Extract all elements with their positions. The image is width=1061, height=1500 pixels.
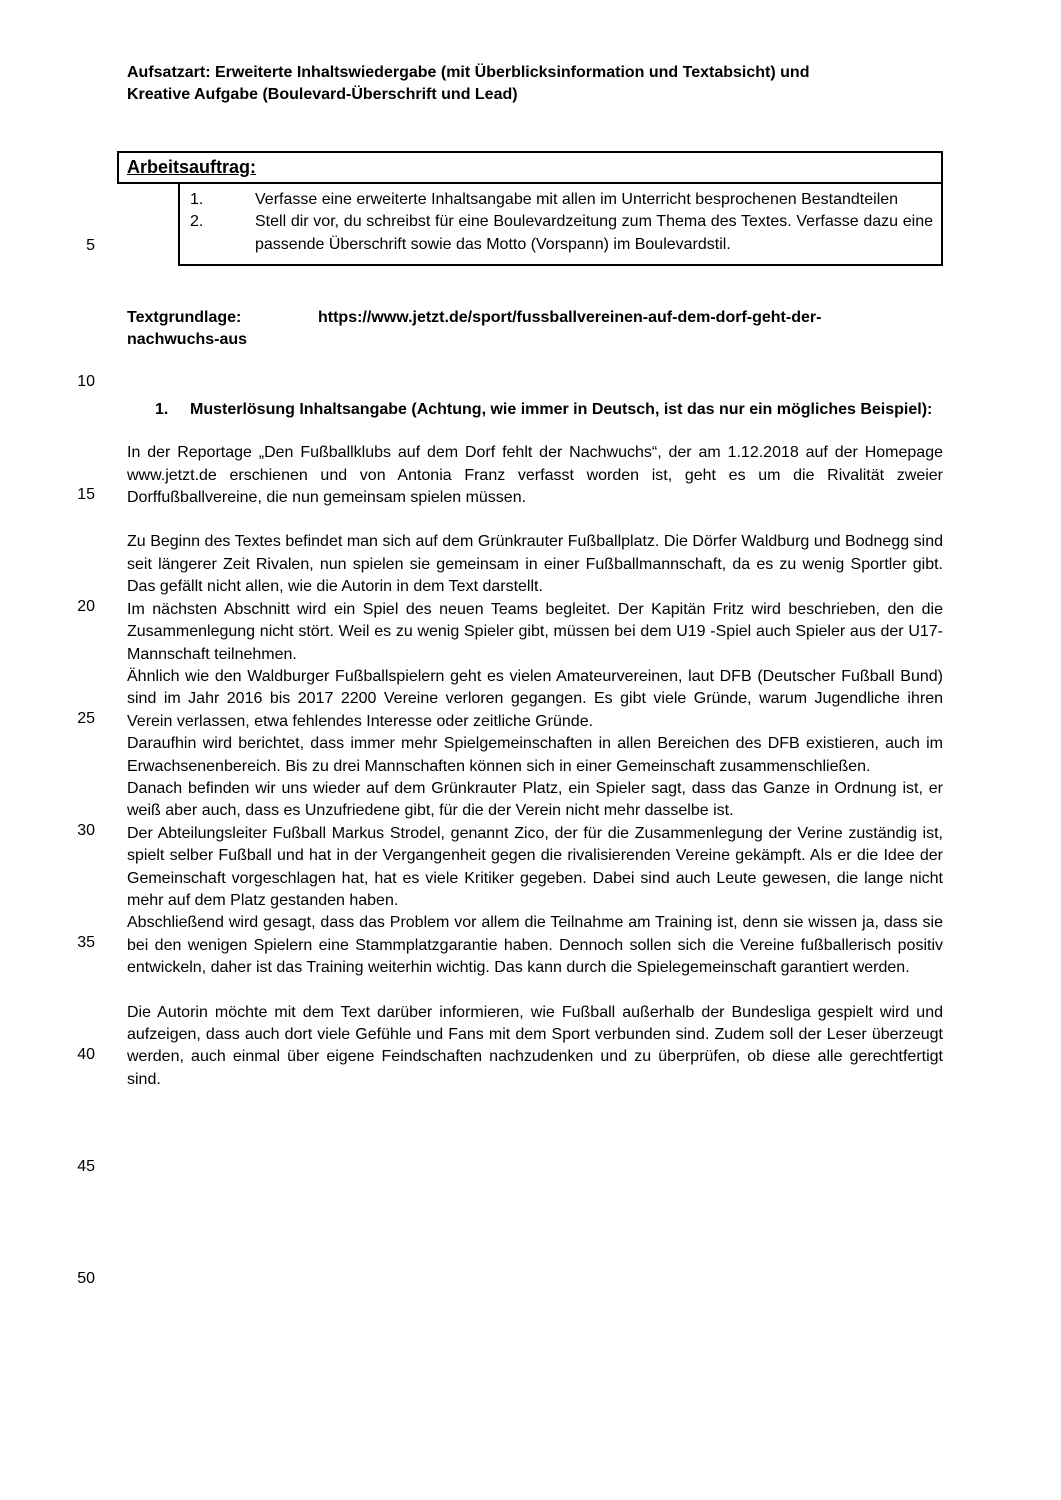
line-number: 5 (86, 237, 95, 254)
solution-paragraph: Danach befinden wir uns wieder auf dem Grünkrauter Platz, ein Spieler sagt, dass das Ganze in Ordnung ist, er weiß aber auch, dass es Unzufriedene gibt, für die der Verein nicht mehr dasselbe ist. (127, 779, 943, 820)
task-item (190, 211, 933, 256)
task-box (117, 151, 943, 266)
line-number: 40 (77, 1046, 95, 1063)
line-number: 20 (77, 598, 95, 615)
source-label: Textgrundlage: (127, 309, 242, 327)
line-number: 45 (77, 1158, 95, 1175)
task-list (178, 182, 943, 266)
document-content (127, 62, 943, 1091)
source-url-continuation: nachwuchs-aus (127, 331, 248, 349)
text-source (127, 307, 943, 352)
task-box-title-text: Arbeitsauftrag: (127, 156, 257, 177)
line-number: 50 (77, 1270, 95, 1287)
line-number: 35 (77, 934, 95, 951)
solution-heading-text: Musterlösung Inhaltsangabe (Achtung, wie immer in Deutsch, ist das nur ein mögliches Beispiel): (190, 400, 933, 418)
assignment-type-line1: Aufsatzart: Erweiterte Inhaltswiedergabe (mit Überblicksinformation und Textabsicht) und (127, 64, 810, 81)
line-number: 10 (77, 373, 95, 390)
solution-paragraph: Abschließend wird gesagt, dass das Problem vor allem die Teilnahme am Training ist, denn sie wissen ja, dass sie bei den wenigen Spielern eine Stammplatzgarantie haben. Dennoch sollen sich die Vereine fußballerisch positiv entwickeln, daher ist das Training weiterhin wichtig. Das kann durch die Spielegemeinschaft garantiert werden. (127, 914, 943, 977)
solution-paragraph: In der Reportage „Den Fußballklubs auf dem Dorf fehlt der Nachwuchs“, der am 1.12.2018 auf der Homepage www.jetzt.de erschienen und von Antonia Franz verfasst worden ist, geht es um die Rivalität zweier Dorffußballvereine, die nun gemeinsam spielen müssen. (127, 444, 943, 507)
solution-heading-number: 1. (155, 400, 169, 418)
line-number: 30 (77, 822, 95, 839)
task-item (190, 189, 933, 211)
task-item-number: 2. (190, 213, 204, 231)
task-item-text: Stell dir vor, du schreibst für eine Boulevardzeitung zum Thema des Textes. Verfasse dazu eine passende Überschrift sowie das Motto (Vorspann) im Boulevardstil. (255, 213, 933, 253)
assignment-type-line2: Kreative Aufgabe (Boulevard-Überschrift und Lead) (127, 86, 518, 104)
solution-paragraph: Im nächsten Abschnitt wird ein Spiel des neuen Teams begleitet. Der Kapitän Fritz wird beschrieben, den die Zusammenlegung nicht stört. Weil es zu wenig Spieler gibt, müssen bei dem U19 -Spiel auch Spieler aus der U17-Mannschaft teilnehmen. (127, 600, 943, 663)
solution-paragraph: Die Autorin möchte mit dem Text darüber informieren, wie Fußball außerhalb der Bundesliga gespielt wird und aufzeigen, dass auch dort viele Gefühle und Fans mit dem Sport verbunden sind. Zudem soll der Leser überzeugt werden, auch einmal über eigene Feindschaften nachzudenken und zu überprüfen, ob diese alle gerechtfertigt sind. (127, 1003, 943, 1088)
solution-paragraph: Ähnlich wie den Waldburger Fußballspielern geht es vielen Amateurvereinen, laut DFB (Deutscher Fußball Bund) sind im Jahr 2016 bis 2017 2200 Vereine verloren gegangen. Es gibt viele Gründe, warum Jugendliche ihren Verein verlassen, etwa fehlendes Interesse oder zeitliche Gründe. (127, 667, 943, 730)
assignment-type-title (127, 62, 943, 107)
line-number: 15 (77, 486, 95, 503)
solution-paragraph: Daraufhin wird berichtet, dass immer mehr Spielgemeinschaften in allen Bereichen des DFB existieren, auch im Erwachsenenbereich. Bis zu drei Mannschaften können sich in einer Gemeinschaft zusammenschließen. (127, 735, 943, 775)
task-item-number: 1. (190, 190, 204, 208)
source-url: https://www.jetzt.de/sport/fussballvereinen-auf-dem-dorf-geht-der- (318, 309, 822, 327)
solution-paragraph: Der Abteilungsleiter Fußball Markus Strodel, genannt Zico, der für die Zusammenlegung der Verine zuständig ist, spielt selber Fußball und hat in der Vergangenheit gegen die rivalisierenden Vereine gekämpft. Als er die Idee der Gemeinschaft vorgeschlagen hat, hat es viele Kritiker gegeben. Dabei sind auch Leute gewesen, die lange nicht mehr auf dem Platz gestanden haben. (127, 824, 943, 909)
solution-heading (127, 399, 943, 421)
line-number: 25 (77, 710, 95, 727)
task-item-text: Verfasse eine erweiterte Inhaltsangabe mit allen im Unterricht besprochenen Bestandteilen (255, 190, 899, 208)
task-box-title (117, 151, 943, 184)
solution-paragraph: Zu Beginn des Textes befindet man sich auf dem Grünkrauter Fußballplatz. Die Dörfer Waldburg und Bodnegg sind seit längerer Zeit Rivalen, nun spielen sie gemeinsam in einer Fußballmannschaft, da es zu wenig Sportler gibt. Das gefällt nicht allen, wie die Autorin in dem Text darstellt. (127, 533, 943, 596)
